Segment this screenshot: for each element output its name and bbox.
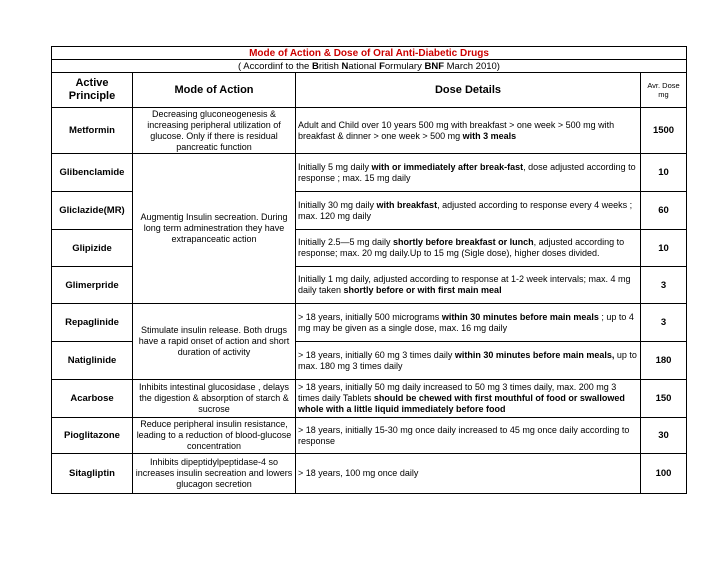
dose-details	[296, 342, 641, 380]
dose-emphasis: with or immediately after break-fast	[371, 161, 524, 172]
dose-text: Initially 1 mg daily, adjusted according to response at 1-2 week intervals; max. 4 mg daily taken	[298, 274, 631, 295]
dose-text: > 18 years, initially 60 mg 3 times daily	[298, 349, 455, 360]
dose-text: Initially 2.5—5 mg daily	[298, 237, 394, 247]
table-row	[52, 108, 687, 154]
table-row	[52, 304, 687, 342]
dose-details	[296, 192, 641, 230]
avg-dose: 3	[641, 267, 687, 304]
dose-details	[296, 380, 641, 418]
dose-details	[296, 304, 641, 342]
dose-emphasis: within 30 minutes before main meals	[441, 311, 599, 322]
mode-of-action: Decreasing gluconeogenesis & increasing peripheral utilization of glucose. Only if there is residual pancreatic function	[133, 108, 296, 154]
drug-name: Pioglitazone	[52, 418, 133, 454]
drug-name: Glimerpride	[52, 267, 133, 304]
dose-text: up to max. 180 mg 3 times daily	[298, 349, 637, 371]
dose-details	[296, 454, 641, 494]
dose-details	[296, 154, 641, 192]
avg-dose: 10	[641, 154, 687, 192]
dose-text: Initially 30 mg daily	[298, 199, 377, 210]
header-mode-of-action: Mode of Action	[133, 73, 296, 108]
header-dose-details: Dose Details	[296, 73, 641, 108]
avg-dose: 100	[641, 454, 687, 494]
avg-dose: 3	[641, 304, 687, 342]
table-title: Mode of Action & Dose of Oral Anti-Diabetic Drugs	[52, 47, 687, 60]
subtitle-r3: ormulary	[384, 60, 425, 72]
avg-dose: 60	[641, 192, 687, 230]
subtitle-r1: ritish	[318, 60, 342, 72]
mode-of-action: Reduce peripheral insulin resistance, leading to a reduction of blood-glucose concentration	[133, 418, 296, 454]
table-subtitle	[52, 60, 687, 73]
dose-emphasis: should be chewed with first mouthful of food or swallowed whole with a little liquid immediately before food	[298, 393, 625, 414]
mode-of-action: Stimulate insulin release. Both drugs have a rapid onset of action and short duration of activity	[133, 304, 296, 380]
dose-details	[296, 230, 641, 267]
dose-text: > 18 years, initially 50 mg daily increased to 50 mg 3 times daily, max. 200 mg 3 times daily Tablets	[298, 382, 617, 403]
dose-text: Adult and Child over 10 years 500 mg with breakfast > one week > 500 mg with breakfast & dinner > one week > 500 mg	[298, 119, 615, 141]
drug-name: Natiglinide	[52, 342, 133, 380]
header-row	[52, 73, 687, 108]
mode-of-action: Inhibits dipeptidylpeptidase-4 so increases insulin secreation and lowers glucagon secretion	[133, 454, 296, 494]
drug-name: Metformin	[52, 108, 133, 154]
dose-details	[296, 108, 641, 154]
dose-text: > 18 years, 100 mg once daily	[298, 468, 419, 478]
dose-text: , adjusted according to response; max. 20 mg daily.Up to 15 mg (Sigle dose), higher doses divided.	[298, 237, 625, 258]
dose-text: , dose adjusted according to response ; max. 15 mg daily	[298, 161, 636, 183]
table-row	[52, 154, 687, 192]
dose-details	[296, 267, 641, 304]
subtitle-b2: N	[341, 60, 349, 72]
drug-name: Gliclazide(MR)	[52, 192, 133, 230]
table-row	[52, 454, 687, 494]
drug-name: Glipizide	[52, 230, 133, 267]
table-row	[52, 380, 687, 418]
dose-emphasis: shortly before breakfast or lunch	[393, 237, 534, 247]
avg-dose: 150	[641, 380, 687, 418]
header-active-principle: Active Principle	[52, 73, 133, 108]
drug-name: Repaglinide	[52, 304, 133, 342]
avg-dose: 30	[641, 418, 687, 454]
subtitle-close: March 2010)	[444, 60, 500, 72]
dose-emphasis: with 3 meals	[462, 130, 517, 141]
mode-of-action: Inhibits intestinal glucosidase , delays the digestion & absorption of starch & sucrose	[133, 380, 296, 418]
dose-text: ; up to 4 mg may be given as a single dose, max. 16 mg daily	[298, 311, 634, 333]
drug-table	[51, 46, 687, 494]
dose-emphasis: with breakfast	[376, 199, 438, 210]
avg-dose: 1500	[641, 108, 687, 154]
avg-dose: 180	[641, 342, 687, 380]
drug-name: Acarbose	[52, 380, 133, 418]
subtitle-b3: F	[379, 60, 385, 72]
dose-text: Initially 5 mg daily	[298, 161, 372, 172]
title-row	[52, 47, 687, 60]
drug-name: Glibenclamide	[52, 154, 133, 192]
subtitle-r2: ational	[348, 60, 380, 72]
drug-name: Sitagliptin	[52, 454, 133, 494]
avg-dose: 10	[641, 230, 687, 267]
dose-text: > 18 years, initially 15-30 mg once daily increased to 45 mg once daily according to response	[298, 424, 630, 446]
dose-details	[296, 418, 641, 454]
dose-text: , adjusted according to response every 4 weeks ; max. 120 mg daily	[298, 199, 633, 221]
mode-of-action: Augmentig Insulin secreation. During long term adminestration they have extrapanceatic action	[133, 154, 296, 304]
dose-text: > 18 years, initially 500 micrograms	[298, 311, 442, 322]
header-avg-dose: Avr. Dose mg	[641, 73, 687, 108]
subtitle-b1: B	[311, 60, 319, 72]
subtitle-open: ( Accordinf to the	[238, 60, 312, 72]
subtitle-row	[52, 60, 687, 73]
table-row	[52, 418, 687, 454]
dose-emphasis: within 30 minutes before main meals,	[454, 349, 615, 360]
subtitle-b4: BNF	[424, 60, 444, 72]
dose-emphasis: shortly before or with first main meal	[343, 285, 502, 295]
